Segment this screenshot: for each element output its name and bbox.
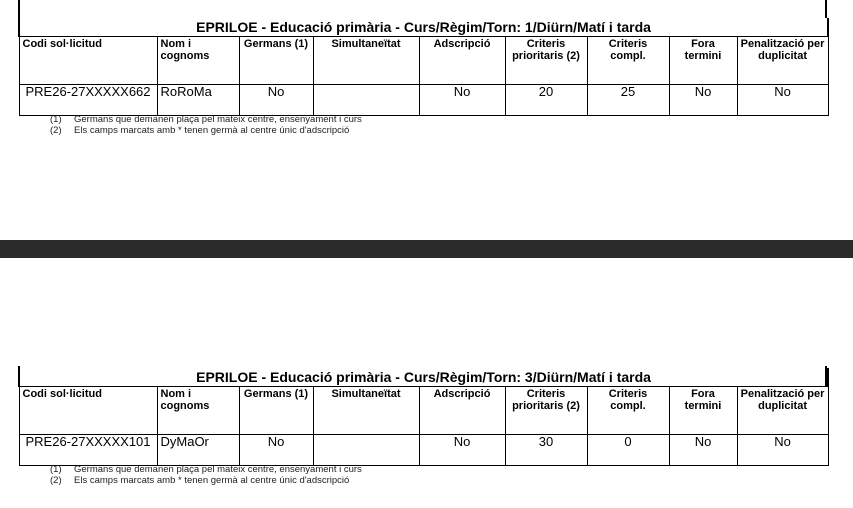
cell-code: PRE26-27XXXXX662: [19, 85, 157, 116]
footnotes: [50, 114, 362, 136]
cell-penalitzacio: No: [737, 85, 828, 116]
cell-adscripcio: No: [419, 435, 505, 466]
header-fora-termini: Fora termini: [669, 37, 737, 85]
header-prioritaris: Criteris prioritaris (2): [505, 37, 587, 85]
header-complementaris: Criteris compl.: [587, 37, 669, 85]
cell-prioritaris: 30: [505, 435, 587, 466]
header-simultaneitat: Simultaneïtat: [313, 387, 419, 435]
section-title: EPRILOE - Educació primària - Curs/Règim/Torn: 3/Diürn/Matí i tarda: [19, 368, 828, 387]
footnote: (2) Els camps marcats amb * tenen germà al centre únic d'adscripció: [50, 475, 350, 486]
header-name: Nom i cognoms: [157, 37, 239, 85]
admissions-table-2: [18, 368, 829, 466]
header-penalitzacio: Penalització per duplicitat: [737, 387, 828, 435]
cell-penalitzacio: No: [737, 435, 828, 466]
header-germans: Germans (1): [239, 37, 313, 85]
cell-germans: No: [239, 435, 313, 466]
cell-prioritaris: 20: [505, 85, 587, 116]
document-page-1: [0, 0, 853, 240]
cell-fora-termini: No: [669, 435, 737, 466]
table-row: [19, 85, 828, 116]
table-frame-top: [18, 0, 827, 18]
cell-complementaris: 25: [587, 85, 669, 116]
table-row: [19, 435, 828, 466]
page-divider: [0, 240, 853, 258]
footnote: (1) Germans que demanen plaça pel mateix centre, ensenyament i curs: [50, 114, 362, 125]
header-fora-termini: Fora termini: [669, 387, 737, 435]
cell-simultaneitat: [313, 85, 419, 116]
section-title: EPRILOE - Educació primària - Curs/Règim/Torn: 1/Diürn/Matí i tarda: [19, 18, 828, 37]
cell-simultaneitat: [313, 435, 419, 466]
footnote: (2) Els camps marcats amb * tenen germà al centre únic d'adscripció: [50, 125, 350, 136]
cell-name: RoRoMa: [157, 85, 239, 116]
footnotes: [50, 464, 362, 486]
cell-adscripcio: No: [419, 85, 505, 116]
header-germans: Germans (1): [239, 387, 313, 435]
cell-fora-termini: No: [669, 85, 737, 116]
cell-complementaris: 0: [587, 435, 669, 466]
document-page-2: [0, 258, 853, 508]
cell-germans: No: [239, 85, 313, 116]
header-prioritaris: Criteris prioritaris (2): [505, 387, 587, 435]
header-penalitzacio: Penalització per duplicitat: [737, 37, 828, 85]
cell-name: DyMaOr: [157, 435, 239, 466]
header-code: Codi sol·licitud: [19, 387, 157, 435]
header-adscripcio: Adscripció: [419, 37, 505, 85]
header-complementaris: Criteris compl.: [587, 387, 669, 435]
cell-code: PRE26-27XXXXX101: [19, 435, 157, 466]
header-adscripcio: Adscripció: [419, 387, 505, 435]
header-name: Nom i cognoms: [157, 387, 239, 435]
header-code: Codi sol·licitud: [19, 37, 157, 85]
admissions-table-1: [18, 18, 829, 116]
header-simultaneitat: Simultaneïtat: [313, 37, 419, 85]
footnote: (1) Germans que demanen plaça pel mateix centre, ensenyament i curs: [50, 464, 362, 475]
